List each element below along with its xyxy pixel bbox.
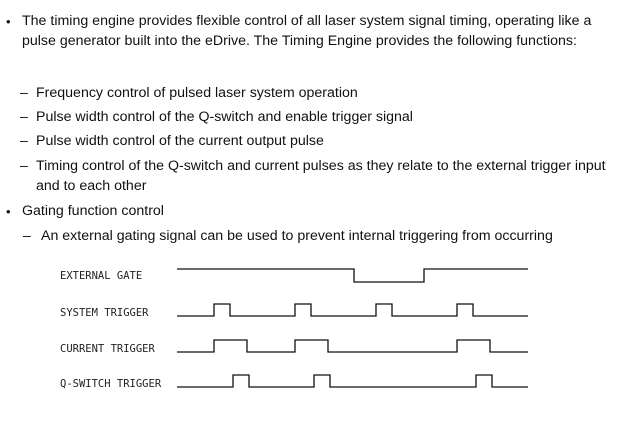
qswitch-trigger-waveform: [177, 375, 528, 387]
system-trigger-label: SYSTEM TRIGGER: [60, 307, 149, 319]
subitem-text: An external gating signal can be used to prevent internal triggering from occurring: [41, 228, 553, 244]
subitem-text: Timing control of the Q-switch and current pulses as they relate to the external trigger input and to each other: [36, 158, 606, 194]
subitem-text: Pulse width control of the Q-switch and enable trigger signal: [36, 109, 413, 125]
dash-marker: –: [23, 228, 31, 244]
timing-diagram: [0, 255, 624, 405]
dash-marker: –: [20, 85, 28, 101]
bullet-marker: •: [6, 14, 11, 29]
current-trigger-waveform: [177, 340, 528, 352]
subitem-text: Pulse width control of the current output pulse: [36, 133, 324, 149]
dash-marker: –: [20, 133, 28, 149]
external-gate-waveform: [177, 269, 528, 282]
dash-marker: –: [20, 109, 28, 125]
subitem-text: Frequency control of pulsed laser system operation: [36, 85, 358, 101]
system-trigger-waveform: [177, 304, 528, 316]
qswitch-trigger-label: Q-SWITCH TRIGGER: [60, 378, 162, 390]
dash-marker: –: [20, 158, 28, 174]
current-trigger-label: CURRENT TRIGGER: [60, 343, 155, 355]
external-gate-label: EXTERNAL GATE: [60, 270, 143, 282]
bullet-marker: •: [6, 204, 11, 219]
bullet-text: The timing engine provides flexible control of all laser system signal timing, operating like a pulse generator built into the eDrive. The Timing Engine provides the following functions:: [22, 13, 592, 49]
bullet-text: Gating function control: [22, 203, 164, 219]
